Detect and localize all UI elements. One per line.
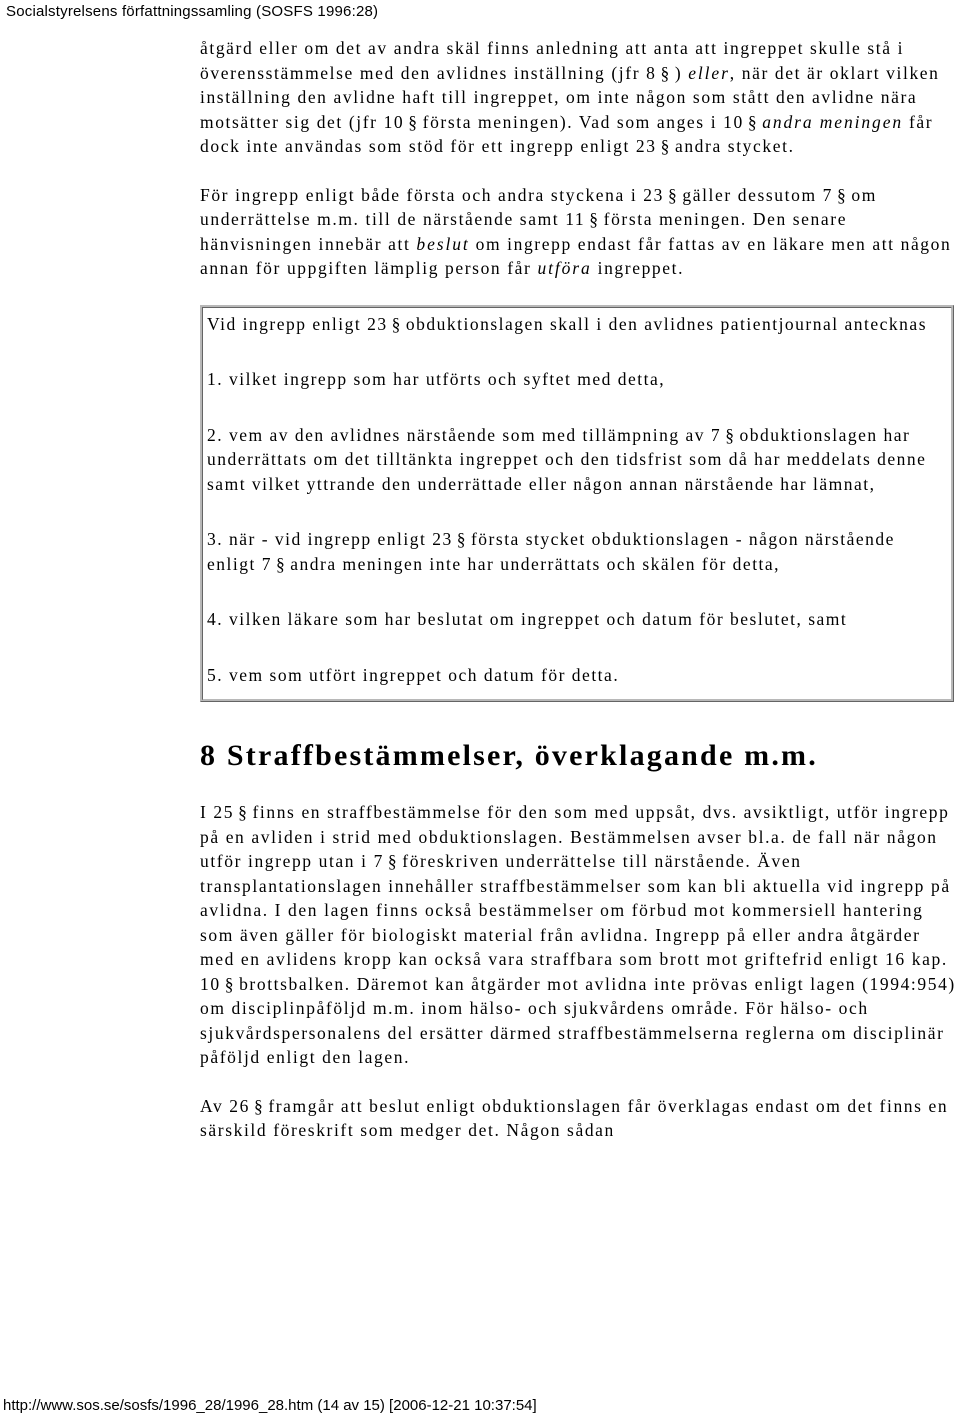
- list-item: 1. vilket ingrepp som har utförts och syftet med detta,: [207, 369, 666, 389]
- section-sign: §: [660, 62, 671, 83]
- section-sign: §: [837, 184, 848, 205]
- emphasis-text: utföra: [537, 258, 592, 278]
- list-item: [207, 527, 945, 576]
- paragraph-appeals: [200, 1094, 958, 1143]
- text-run: om underrättelse m.m. till de närstående samt 11: [200, 184, 877, 229]
- text-run: 2. vem av den avlidnes närstående som med tillämpning av 7: [207, 424, 722, 445]
- text-run: brottsbalken. Däremot kan åtgärder mot avlidna inte prövas enligt lagen (1994:954) om disciplinpåföljd m.m. inom hälso- och sjukvårdens område. För hälso- och sjukvårdspersonalens del ersätter därmed straffbestämmelserna reglerna om disciplinär påföljd enligt den lagen.: [200, 973, 956, 1067]
- section-sign: §: [456, 529, 467, 549]
- paragraph-additional-rules: [200, 183, 958, 281]
- emphasis-text: eller: [688, 62, 730, 83]
- text-run: obduktionslagen har underrättats om det tilltänkta ingreppet och den tidsfrist som då har meddelats denne samt vilket yttrande den underrättade eller någon annan närstående har lämnat,: [207, 424, 927, 494]
- text-run: gäller dessutom 7: [682, 184, 834, 205]
- page-header-title: Socialstyrelsens författningssamling (SOSFS 1996:28): [6, 3, 379, 20]
- text-run: framgår att beslut enligt obduktionslagen får överklagas endast om det finns en särskild föreskrift som medger det. Någon sådan: [200, 1095, 949, 1140]
- text-run: ingreppet.: [591, 258, 685, 278]
- text-run: andra meningen inte har underrättats och skälen för detta,: [290, 553, 781, 574]
- text-run: Vid ingrepp enligt 23: [207, 313, 388, 334]
- text-run: 3. när - vid ingrepp enligt 23: [207, 529, 453, 549]
- text-run: får dock inte användas som stöd för ett ingrepp enligt 23: [200, 111, 934, 156]
- section-sign: §: [660, 136, 671, 156]
- text-run: föreskriven underrättelse till närstående. Även transplantationslagen innehåller straffbestämmelser som kan bli aktuella vid ingrepp på avlidna. I den lagen finns också bestämmelser om förbud mot kommersiell hantering som även gäller för biologiskt material från avlidna. Ingrepp på eller andra åtgärder med en avlidens kropp kan också vara straffbara som brott mot griftefrid enligt 16 kap. 10: [200, 851, 951, 994]
- box-intro: [207, 312, 945, 337]
- text-run: För ingrepp enligt både första och andra styckena i 23: [200, 184, 664, 205]
- section-sign: §: [725, 424, 736, 445]
- section-heading: 8 Straffbestämmelser, överklagande m.m.: [200, 739, 818, 772]
- section-sign: §: [391, 313, 402, 334]
- paragraph-consent-conditions: [200, 36, 958, 159]
- text-run: första meningen). Vad som anges i 10: [422, 111, 744, 132]
- text-run: om ingrepp endast får fattas av en läkare men att någon annan för uppgiften lämplig person får: [200, 233, 952, 278]
- section-sign: §: [387, 851, 399, 871]
- emphasis-text: andra meningen: [762, 111, 904, 132]
- section-sign: §: [238, 802, 249, 822]
- list-item: 5. vem som utfört ingreppet och datum för detta.: [207, 664, 620, 685]
- section-sign: §: [668, 184, 679, 205]
- section-sign: §: [275, 553, 287, 574]
- section-sign: §: [408, 111, 419, 132]
- section-sign: §: [253, 1095, 265, 1116]
- text-run: åtgärd eller om det av andra skäl finns anledning att anta att ingreppet skulle stå i överensstämmelse med den avlidnes inställning (jfr 8: [200, 38, 905, 83]
- list-item: 4. vilken läkare som har beslutat om ingreppet och datum för beslutet, samt: [207, 609, 848, 629]
- text-run: I 25: [200, 802, 235, 822]
- text-run: , när det är oklart vilken inställning den avlidne haft till ingreppet, om inte någon som stått den avlidne nära motsätter sig det (jfr 10: [200, 62, 940, 132]
- document-body: [200, 36, 958, 1167]
- journal-requirements-box: [200, 305, 954, 703]
- list-item: [207, 423, 945, 497]
- text-run: första stycket obduktionslagen - någon närstående enligt 7: [207, 529, 895, 574]
- section-sign: §: [224, 973, 236, 994]
- text-run: finns en straffbestämmelse för den som med uppsåt, dvs. avsiktligt, utför ingrepp på en avliden i strid med obduktionslagen. Bestämmelsen avser bl.a. de fall när någon utför ingrepp utan i 7: [200, 802, 950, 871]
- emphasis-text: beslut: [416, 233, 470, 254]
- page-footer-url: http://www.sos.se/sosfs/1996_28/1996_28.htm (14 av 15) [2006-12-21 10:37:54]: [3, 1397, 537, 1414]
- section-sign: §: [589, 209, 600, 229]
- section-sign: §: [747, 111, 759, 132]
- paragraph-penalties: [200, 800, 958, 1070]
- text-run: andra stycket.: [674, 136, 795, 156]
- text-run: ): [674, 62, 689, 83]
- text-run: Av 26: [200, 1095, 250, 1116]
- text-run: första meningen. Den senare hänvisningen innebär att: [200, 209, 848, 254]
- text-run: obduktionslagen skall i den avlidnes patientjournal antecknas: [405, 313, 928, 334]
